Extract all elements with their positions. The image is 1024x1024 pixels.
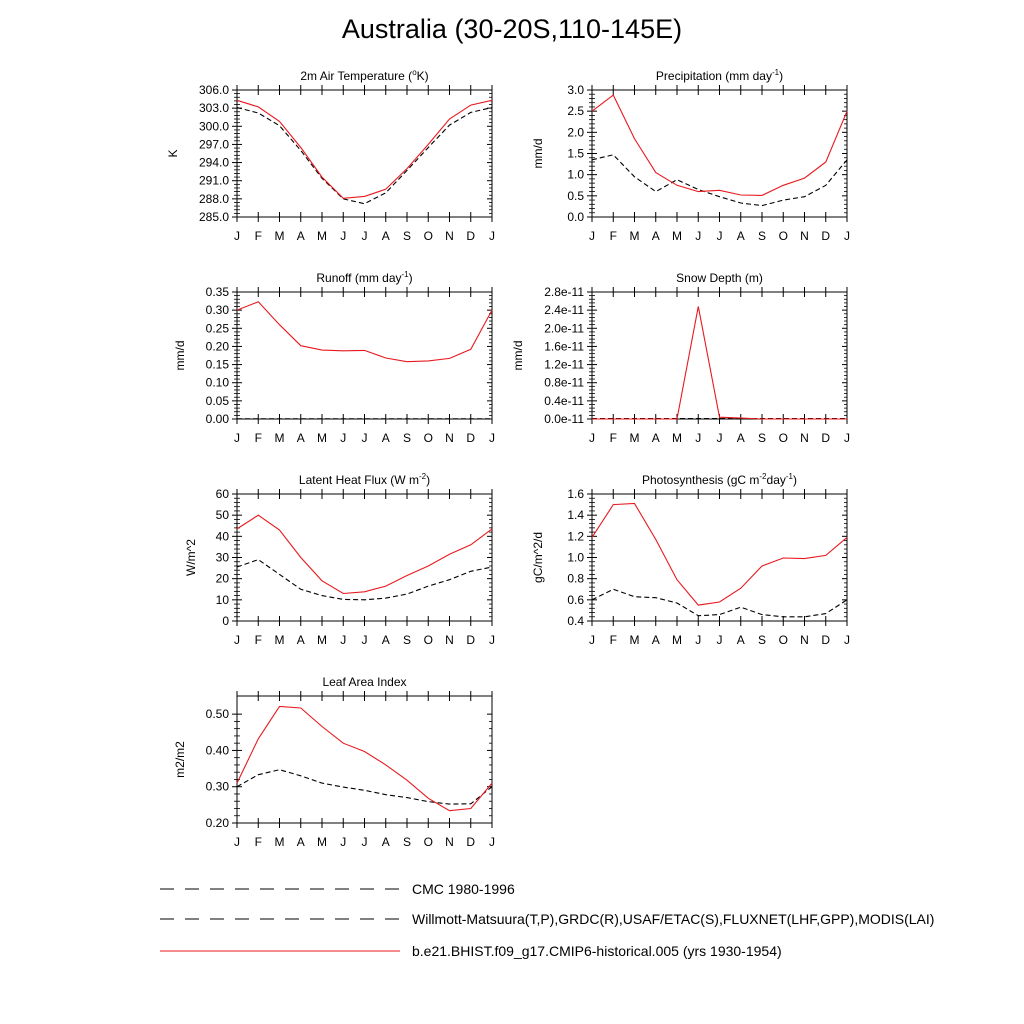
y-axis-label: W/m^2: [184, 539, 198, 576]
chart-title-part: 2m Air Temperature (: [300, 69, 413, 83]
y-tick-label: 291.0: [198, 173, 229, 188]
x-tick-label: F: [609, 229, 617, 243]
x-tick-label: D: [821, 229, 831, 243]
y-tick-label: 1.5: [567, 146, 584, 161]
x-tick-label: O: [423, 431, 433, 445]
chart-title-part: ): [408, 271, 413, 285]
y-tick-label: 0.30: [205, 303, 229, 318]
x-tick-label: J: [361, 229, 368, 243]
chart-title-part: Latent Heat Flux (W m: [298, 473, 419, 487]
y-tick-label: 0.50: [205, 707, 229, 722]
x-tick-label: M: [317, 633, 327, 647]
x-tick-label: J: [234, 431, 240, 445]
x-tick-label: M: [317, 431, 327, 445]
x-tick-label: M: [629, 633, 640, 647]
x-tick-label: A: [651, 431, 660, 445]
chart-title-part: ): [426, 473, 431, 487]
x-tick-label: J: [695, 633, 702, 647]
x-tick-label: J: [695, 431, 702, 445]
x-tick-label: J: [234, 633, 240, 647]
x-tick-label: M: [317, 835, 327, 849]
chart-title-part: -2: [418, 472, 427, 481]
y-axis-label: mm/d: [173, 340, 187, 371]
legend-label-cmc: CMC 1980-1996: [412, 881, 515, 897]
chart-title: [642, 472, 797, 487]
y-tick-label: 2.5: [567, 104, 584, 119]
y-tick-label: 0.8: [567, 571, 584, 586]
chart-lai: [173, 675, 495, 849]
x-tick-label: D: [466, 229, 476, 243]
y-tick-label: 297.0: [198, 137, 229, 152]
y-axis-label: mm/d: [531, 138, 545, 169]
y-tick-label: 288.0: [198, 191, 229, 206]
chart-title: [299, 472, 430, 487]
x-tick-label: J: [716, 633, 723, 647]
y-tick-label: 1.4: [567, 508, 584, 523]
x-tick-label: M: [274, 835, 285, 849]
x-tick-label: O: [423, 633, 433, 647]
x-tick-label: A: [651, 633, 660, 647]
chart-title-part: Photosynthesis (gC m: [642, 473, 760, 487]
chart-temp: [166, 68, 495, 243]
y-tick-label: 1.2e-11: [544, 357, 584, 372]
x-tick-label: M: [274, 431, 285, 445]
x-tick-label: J: [489, 835, 495, 849]
x-tick-label: J: [489, 431, 495, 445]
y-tick-label: 0.20: [205, 816, 229, 830]
legend-label-obs: Willmott-Matsuura(T,P),GRDC(R),USAF/ETAC(S),FLUXNET(LHF,GPP),MODIS(LAI): [412, 911, 935, 927]
y-tick-label: 0.6: [567, 592, 584, 607]
chart-title-part: -1: [401, 270, 409, 279]
chart-title-part: -1: [785, 472, 793, 481]
y-tick-label: 0.15: [205, 357, 229, 372]
series-line-obs: [237, 560, 492, 600]
chart-title-part: Leaf Area Index: [322, 675, 407, 689]
plot-frame: [237, 292, 492, 419]
y-tick-label: 285.0: [198, 210, 229, 224]
x-tick-label: A: [651, 229, 660, 243]
x-tick-label: M: [672, 431, 682, 445]
y-tick-label: 306.0: [198, 83, 229, 97]
x-tick-label: D: [466, 633, 476, 647]
x-tick-label: O: [778, 633, 788, 647]
x-tick-label: J: [361, 835, 368, 849]
x-tick-label: O: [778, 229, 788, 243]
chart-title-part: -1: [771, 68, 780, 77]
plot-frame: [592, 90, 847, 217]
y-tick-label: 0.25: [205, 321, 229, 336]
x-tick-label: O: [423, 835, 433, 849]
y-tick-label: 40: [215, 529, 229, 544]
x-tick-label: S: [757, 431, 767, 445]
x-tick-label: F: [254, 633, 262, 647]
chart-title-part: -2: [759, 472, 767, 481]
series-line-obs: [237, 770, 492, 804]
series-line-model: [237, 302, 492, 362]
y-axis-label: gC/m^2/d: [531, 532, 545, 583]
y-tick-label: 300.0: [198, 119, 229, 134]
x-tick-label: D: [466, 431, 476, 445]
series-line-model: [592, 504, 847, 606]
chart-runoff: [173, 270, 495, 445]
y-tick-label: 50: [215, 508, 229, 523]
y-tick-label: 2.0e-11: [544, 321, 584, 336]
x-tick-label: A: [381, 633, 390, 647]
series-line-obs: [592, 155, 847, 206]
x-tick-label: F: [254, 835, 262, 849]
x-tick-label: J: [844, 633, 850, 647]
x-tick-label: O: [423, 229, 433, 243]
x-tick-label: S: [402, 633, 412, 647]
x-tick-label: M: [629, 431, 640, 445]
series-line-model: [237, 515, 492, 593]
y-tick-label: 1.0: [567, 550, 584, 565]
y-tick-label: 0.4e-11: [544, 393, 584, 408]
chart-title-part: Precipitation (mm day: [655, 69, 772, 83]
x-tick-label: N: [800, 229, 809, 243]
chart-title: [676, 271, 763, 285]
chart-title: [300, 68, 428, 83]
y-tick-label: 1.2: [567, 529, 584, 544]
page-title: Australia (30-20S,110-145E): [341, 14, 683, 44]
x-tick-label: J: [340, 229, 347, 243]
y-tick-label: 0.0: [567, 210, 584, 224]
x-tick-label: J: [340, 431, 347, 445]
chart-title-part: Snow Depth (m): [676, 271, 763, 285]
x-tick-label: A: [296, 633, 305, 647]
chart-title-part: Runoff (mm day: [316, 271, 402, 285]
chart-title-part: ): [779, 69, 784, 83]
y-tick-label: 2.0: [567, 125, 584, 140]
x-tick-label: S: [402, 835, 412, 849]
x-tick-label: J: [844, 229, 850, 243]
y-tick-label: 0.20: [205, 339, 229, 354]
chart-gpp: [531, 472, 850, 647]
x-tick-label: N: [445, 633, 454, 647]
chart-title: [322, 675, 406, 689]
x-tick-label: A: [296, 431, 305, 445]
x-tick-label: S: [402, 229, 412, 243]
series-line-model: [237, 100, 492, 198]
x-tick-label: J: [234, 835, 240, 849]
x-tick-label: N: [800, 633, 809, 647]
y-tick-label: 1.6e-11: [544, 339, 584, 354]
y-tick-label: 0: [222, 614, 229, 628]
x-tick-label: A: [296, 229, 305, 243]
x-tick-label: N: [445, 835, 454, 849]
x-tick-label: J: [589, 633, 595, 647]
series-line-obs: [592, 589, 847, 617]
y-tick-label: 0.8e-11: [544, 375, 584, 390]
x-tick-label: J: [489, 633, 495, 647]
x-tick-label: M: [672, 633, 682, 647]
chart-title-part: K): [416, 69, 429, 83]
x-tick-label: J: [489, 229, 495, 243]
x-tick-label: A: [736, 229, 745, 243]
y-tick-label: 0.4: [567, 614, 584, 628]
y-tick-label: 1.0: [567, 167, 584, 182]
x-tick-label: F: [609, 431, 617, 445]
y-axis-label: K: [166, 149, 180, 158]
y-tick-label: 0.5: [567, 188, 584, 203]
plot-frame: [237, 90, 492, 217]
series-line-model: [592, 95, 847, 195]
x-tick-label: J: [844, 431, 850, 445]
y-tick-label: 2.8e-11: [544, 285, 584, 299]
chart-title-part: ): [793, 473, 797, 487]
x-tick-label: J: [340, 835, 347, 849]
y-axis-label: m2/m2: [173, 741, 187, 778]
plot-frame: [592, 292, 847, 419]
series-line-model: [592, 307, 847, 420]
x-tick-label: M: [672, 229, 682, 243]
x-tick-label: D: [466, 835, 476, 849]
x-tick-label: A: [381, 835, 390, 849]
x-tick-label: J: [340, 633, 347, 647]
y-tick-label: 0.30: [205, 779, 229, 794]
x-tick-label: M: [274, 229, 285, 243]
x-tick-label: D: [821, 431, 831, 445]
legend-label-model: b.e21.BHIST.f09_g17.CMIP6-historical.005 (yrs 1930-1954): [412, 943, 782, 959]
x-tick-label: J: [716, 229, 723, 243]
y-tick-label: 0.05: [205, 393, 229, 408]
x-tick-label: J: [695, 229, 702, 243]
y-tick-label: 30: [215, 550, 229, 565]
x-tick-label: S: [757, 633, 767, 647]
chart-title-part: day: [766, 473, 786, 487]
x-tick-label: M: [317, 229, 327, 243]
x-tick-label: O: [778, 431, 788, 445]
x-tick-label: J: [589, 229, 595, 243]
plot-frame: [237, 494, 492, 621]
x-tick-label: D: [821, 633, 831, 647]
x-tick-label: J: [234, 229, 240, 243]
y-tick-label: 0.0e-11: [544, 412, 584, 426]
y-tick-label: 20: [215, 571, 229, 586]
y-tick-label: 0.35: [205, 285, 229, 299]
x-tick-label: F: [609, 633, 617, 647]
x-tick-label: S: [757, 229, 767, 243]
x-tick-label: F: [254, 229, 262, 243]
y-tick-label: 3.0: [567, 83, 584, 97]
x-tick-label: J: [361, 431, 368, 445]
x-tick-label: S: [402, 431, 412, 445]
y-tick-label: 303.0: [198, 101, 229, 116]
x-tick-label: A: [736, 431, 745, 445]
y-tick-label: 1.6: [567, 487, 584, 501]
x-tick-label: A: [381, 431, 390, 445]
x-tick-label: J: [716, 431, 723, 445]
x-tick-label: J: [589, 431, 595, 445]
chart-title-part: o: [412, 68, 417, 77]
chart-precip: [531, 68, 850, 243]
x-tick-label: A: [381, 229, 390, 243]
x-tick-label: A: [736, 633, 745, 647]
y-axis-label: mm/d: [511, 340, 525, 371]
y-tick-label: 294.0: [198, 155, 229, 170]
x-tick-label: F: [254, 431, 262, 445]
y-tick-label: 2.4e-11: [544, 303, 584, 318]
x-tick-label: M: [274, 633, 285, 647]
series-line-obs: [237, 108, 492, 204]
y-tick-label: 0.40: [205, 743, 229, 758]
y-tick-label: 10: [215, 592, 229, 607]
series-line-model: [237, 707, 492, 811]
chart-title: [316, 270, 412, 285]
x-tick-label: J: [361, 633, 368, 647]
chart-snow: [511, 271, 850, 445]
y-tick-label: 0.10: [205, 375, 229, 390]
x-tick-label: N: [800, 431, 809, 445]
x-tick-label: M: [629, 229, 640, 243]
y-tick-label: 0.00: [205, 412, 229, 426]
x-tick-label: N: [445, 431, 454, 445]
chart-lhf: [184, 472, 495, 647]
x-tick-label: A: [296, 835, 305, 849]
chart-title: [656, 68, 783, 83]
x-tick-label: N: [445, 229, 454, 243]
y-tick-label: 60: [215, 487, 229, 501]
